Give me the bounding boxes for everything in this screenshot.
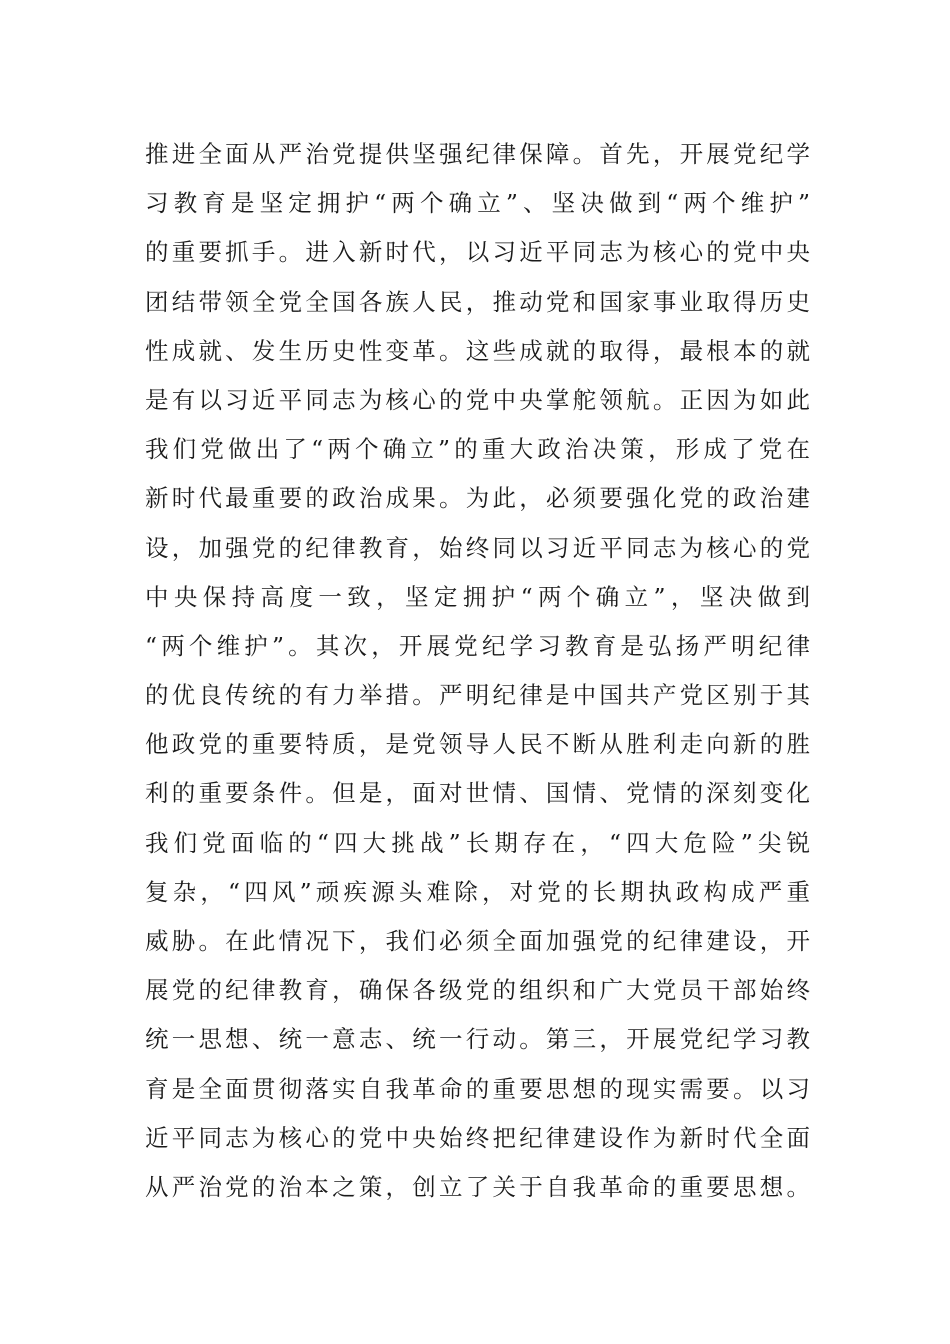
text-line: 是有以习近平同志为核心的党中央掌舵领航。正因为如此	[145, 385, 810, 414]
text-line: 复杂，“四风”顽疾源头难除，对党的长期执政构成严重	[145, 877, 810, 906]
text-line: 我们党面临的“四大挑战”长期存在，“四大危险”尖锐	[145, 828, 810, 857]
text-line: 习教育是坚定拥护“两个确立”、坚决做到“两个维护”	[145, 189, 810, 218]
text-line: 他政党的重要特质，是党领导人民不断从胜利走向新的胜	[145, 730, 810, 759]
text-line: 推进全面从严治党提供坚强纪律保障。首先，开展党纪学	[145, 140, 810, 168]
text-line: 性成就、发生历史性变革。这些成就的取得，最根本的就	[145, 336, 810, 365]
text-line: 利的重要条件。但是，面对世情、国情、党情的深刻变化	[145, 779, 810, 808]
text-line: 统一思想、统一意志、统一行动。第三，开展党纪学习教	[145, 1025, 810, 1054]
text-line: 团结带领全党全国各族人民，推动党和国家事业取得历史	[145, 287, 810, 316]
text-line: 威胁。在此情况下，我们必须全面加强党的纪律建设，开	[145, 927, 810, 955]
text-line: 展党的纪律教育，确保各级党的组织和广大党员干部始终	[145, 976, 810, 1005]
text-line: 的优良传统的有力举措。严明纪律是中国共产党区别于其	[145, 681, 810, 710]
text-line: 我们党做出了“两个确立”的重大政治决策，形成了党在	[145, 435, 810, 464]
text-line: 从严治党的治本之策，创立了关于自我革命的重要思想。	[145, 1172, 810, 1201]
text-line: 中央保持高度一致，坚定拥护“两个确立”，坚决做到	[145, 582, 810, 611]
text-line: 育是全面贯彻落实自我革命的重要思想的现实需要。以习	[145, 1074, 810, 1103]
text-line: “两个维护”。其次，开展党纪学习教育是弘扬严明纪律	[145, 631, 810, 660]
text-line: 新时代最重要的政治成果。为此，必须要强化党的政治建	[145, 484, 810, 513]
text-line: 设，加强党的纪律教育，始终同以习近平同志为核心的党	[145, 533, 810, 562]
text-line: 的重要抓手。进入新时代，以习近平同志为核心的党中央	[145, 238, 810, 267]
text-line: 近平同志为核心的党中央始终把纪律建设作为新时代全面	[145, 1123, 810, 1152]
body-paragraph	[145, 130, 810, 1212]
